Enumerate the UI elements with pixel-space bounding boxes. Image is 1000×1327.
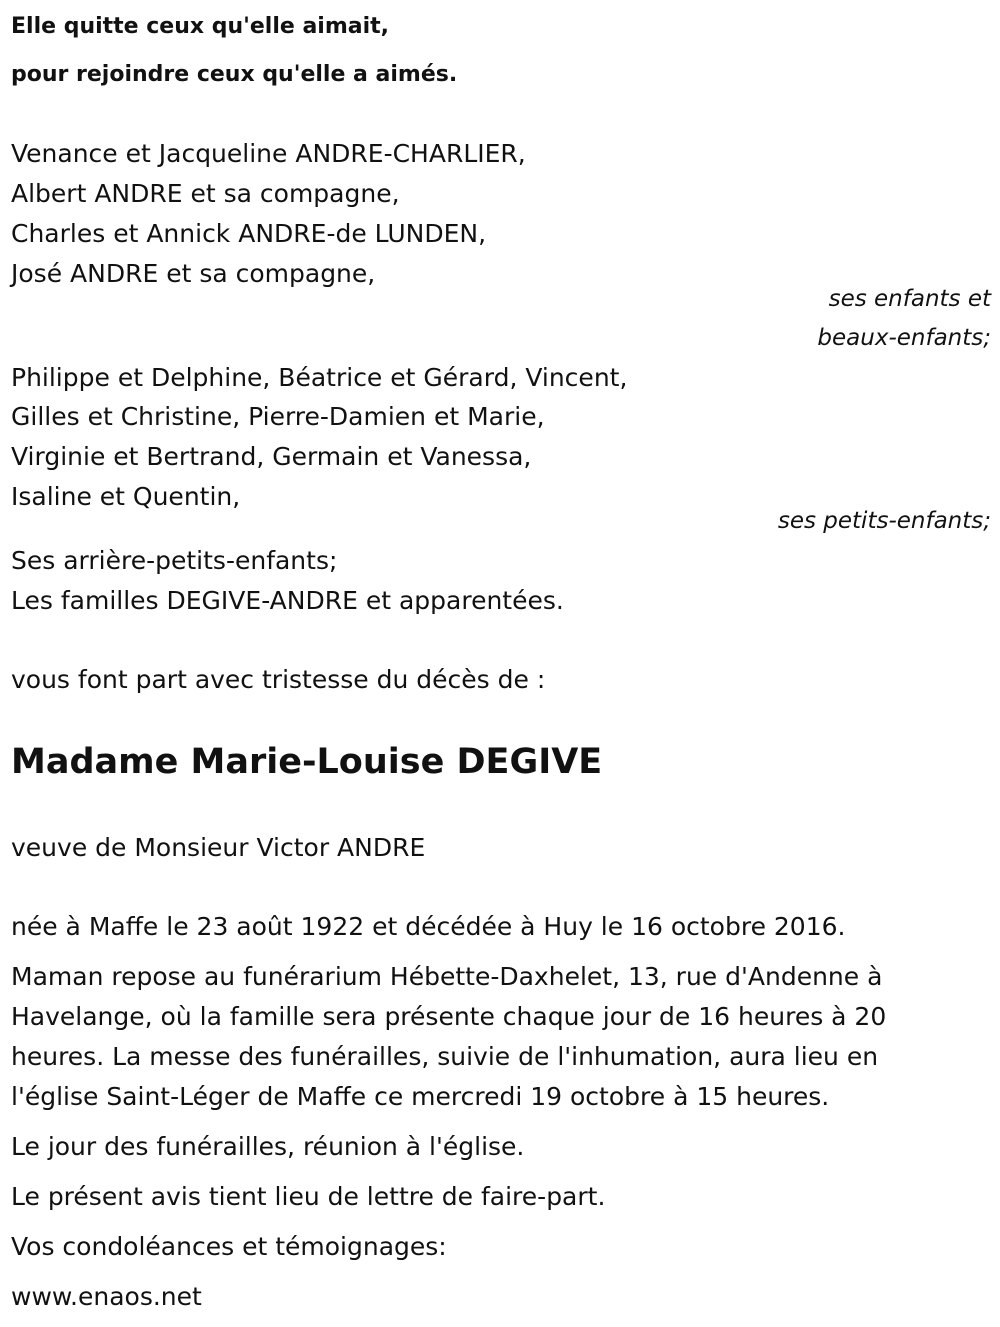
details-line-3: heures. La messe des funérailles, suivie de l'inhumation, aura lieu en bbox=[11, 1042, 879, 1071]
closing-line-1: Le jour des funérailles, réunion à l'église. bbox=[11, 1132, 525, 1161]
grandchildren-role: ses petits-enfants; bbox=[777, 508, 991, 534]
details-line-2: Havelange, où la famille sera présente chaque jour de 16 heures à 20 bbox=[11, 1002, 887, 1031]
children-line-1: Venance et Jacqueline ANDRE-CHARLIER, bbox=[11, 139, 526, 168]
epigraph-line-1: Elle quitte ceux qu'elle aimait, bbox=[11, 14, 390, 39]
others-line-1: Ses arrière-petits-enfants; bbox=[11, 546, 338, 575]
announcement: vous font part avec tristesse du décès de : bbox=[11, 665, 546, 694]
grandchildren-line-1: Philippe et Delphine, Béatrice et Gérard, Vincent, bbox=[11, 363, 628, 392]
epigraph-line-2: pour rejoindre ceux qu'elle a aimés. bbox=[11, 62, 458, 87]
grandchildren-line-4: Isaline et Quentin, bbox=[11, 482, 241, 511]
details-line-1: Maman repose au funérarium Hébette-Daxhelet, 13, rue d'Andenne à bbox=[11, 962, 883, 991]
widow-of: veuve de Monsieur Victor ANDRE bbox=[11, 833, 426, 862]
website-link[interactable]: www.enaos.net bbox=[11, 1282, 202, 1311]
children-role-line-1: ses enfants et bbox=[828, 286, 991, 312]
children-line-3: Charles et Annick ANDRE-de LUNDEN, bbox=[11, 219, 487, 248]
deceased-name: Madame Marie-Louise DEGIVE bbox=[11, 742, 603, 782]
details-line-4: l'église Saint-Léger de Maffe ce mercredi 19 octobre à 15 heures. bbox=[11, 1082, 830, 1111]
closing-line-3: Vos condoléances et témoignages: bbox=[11, 1232, 447, 1261]
children-line-4: José ANDRE et sa compagne, bbox=[11, 259, 376, 288]
obituary-notice bbox=[11, 0, 991, 1327]
birth-death: née à Maffe le 23 août 1922 et décédée à Huy le 16 octobre 2016. bbox=[11, 912, 846, 941]
children-role-line-2: beaux-enfants; bbox=[817, 325, 991, 351]
others-line-2: Les familles DEGIVE-ANDRE et apparentées. bbox=[11, 586, 564, 615]
closing-line-2: Le présent avis tient lieu de lettre de faire-part. bbox=[11, 1182, 606, 1211]
grandchildren-line-2: Gilles et Christine, Pierre-Damien et Marie, bbox=[11, 402, 545, 431]
grandchildren-line-3: Virginie et Bertrand, Germain et Vanessa, bbox=[11, 442, 532, 471]
children-line-2: Albert ANDRE et sa compagne, bbox=[11, 179, 400, 208]
